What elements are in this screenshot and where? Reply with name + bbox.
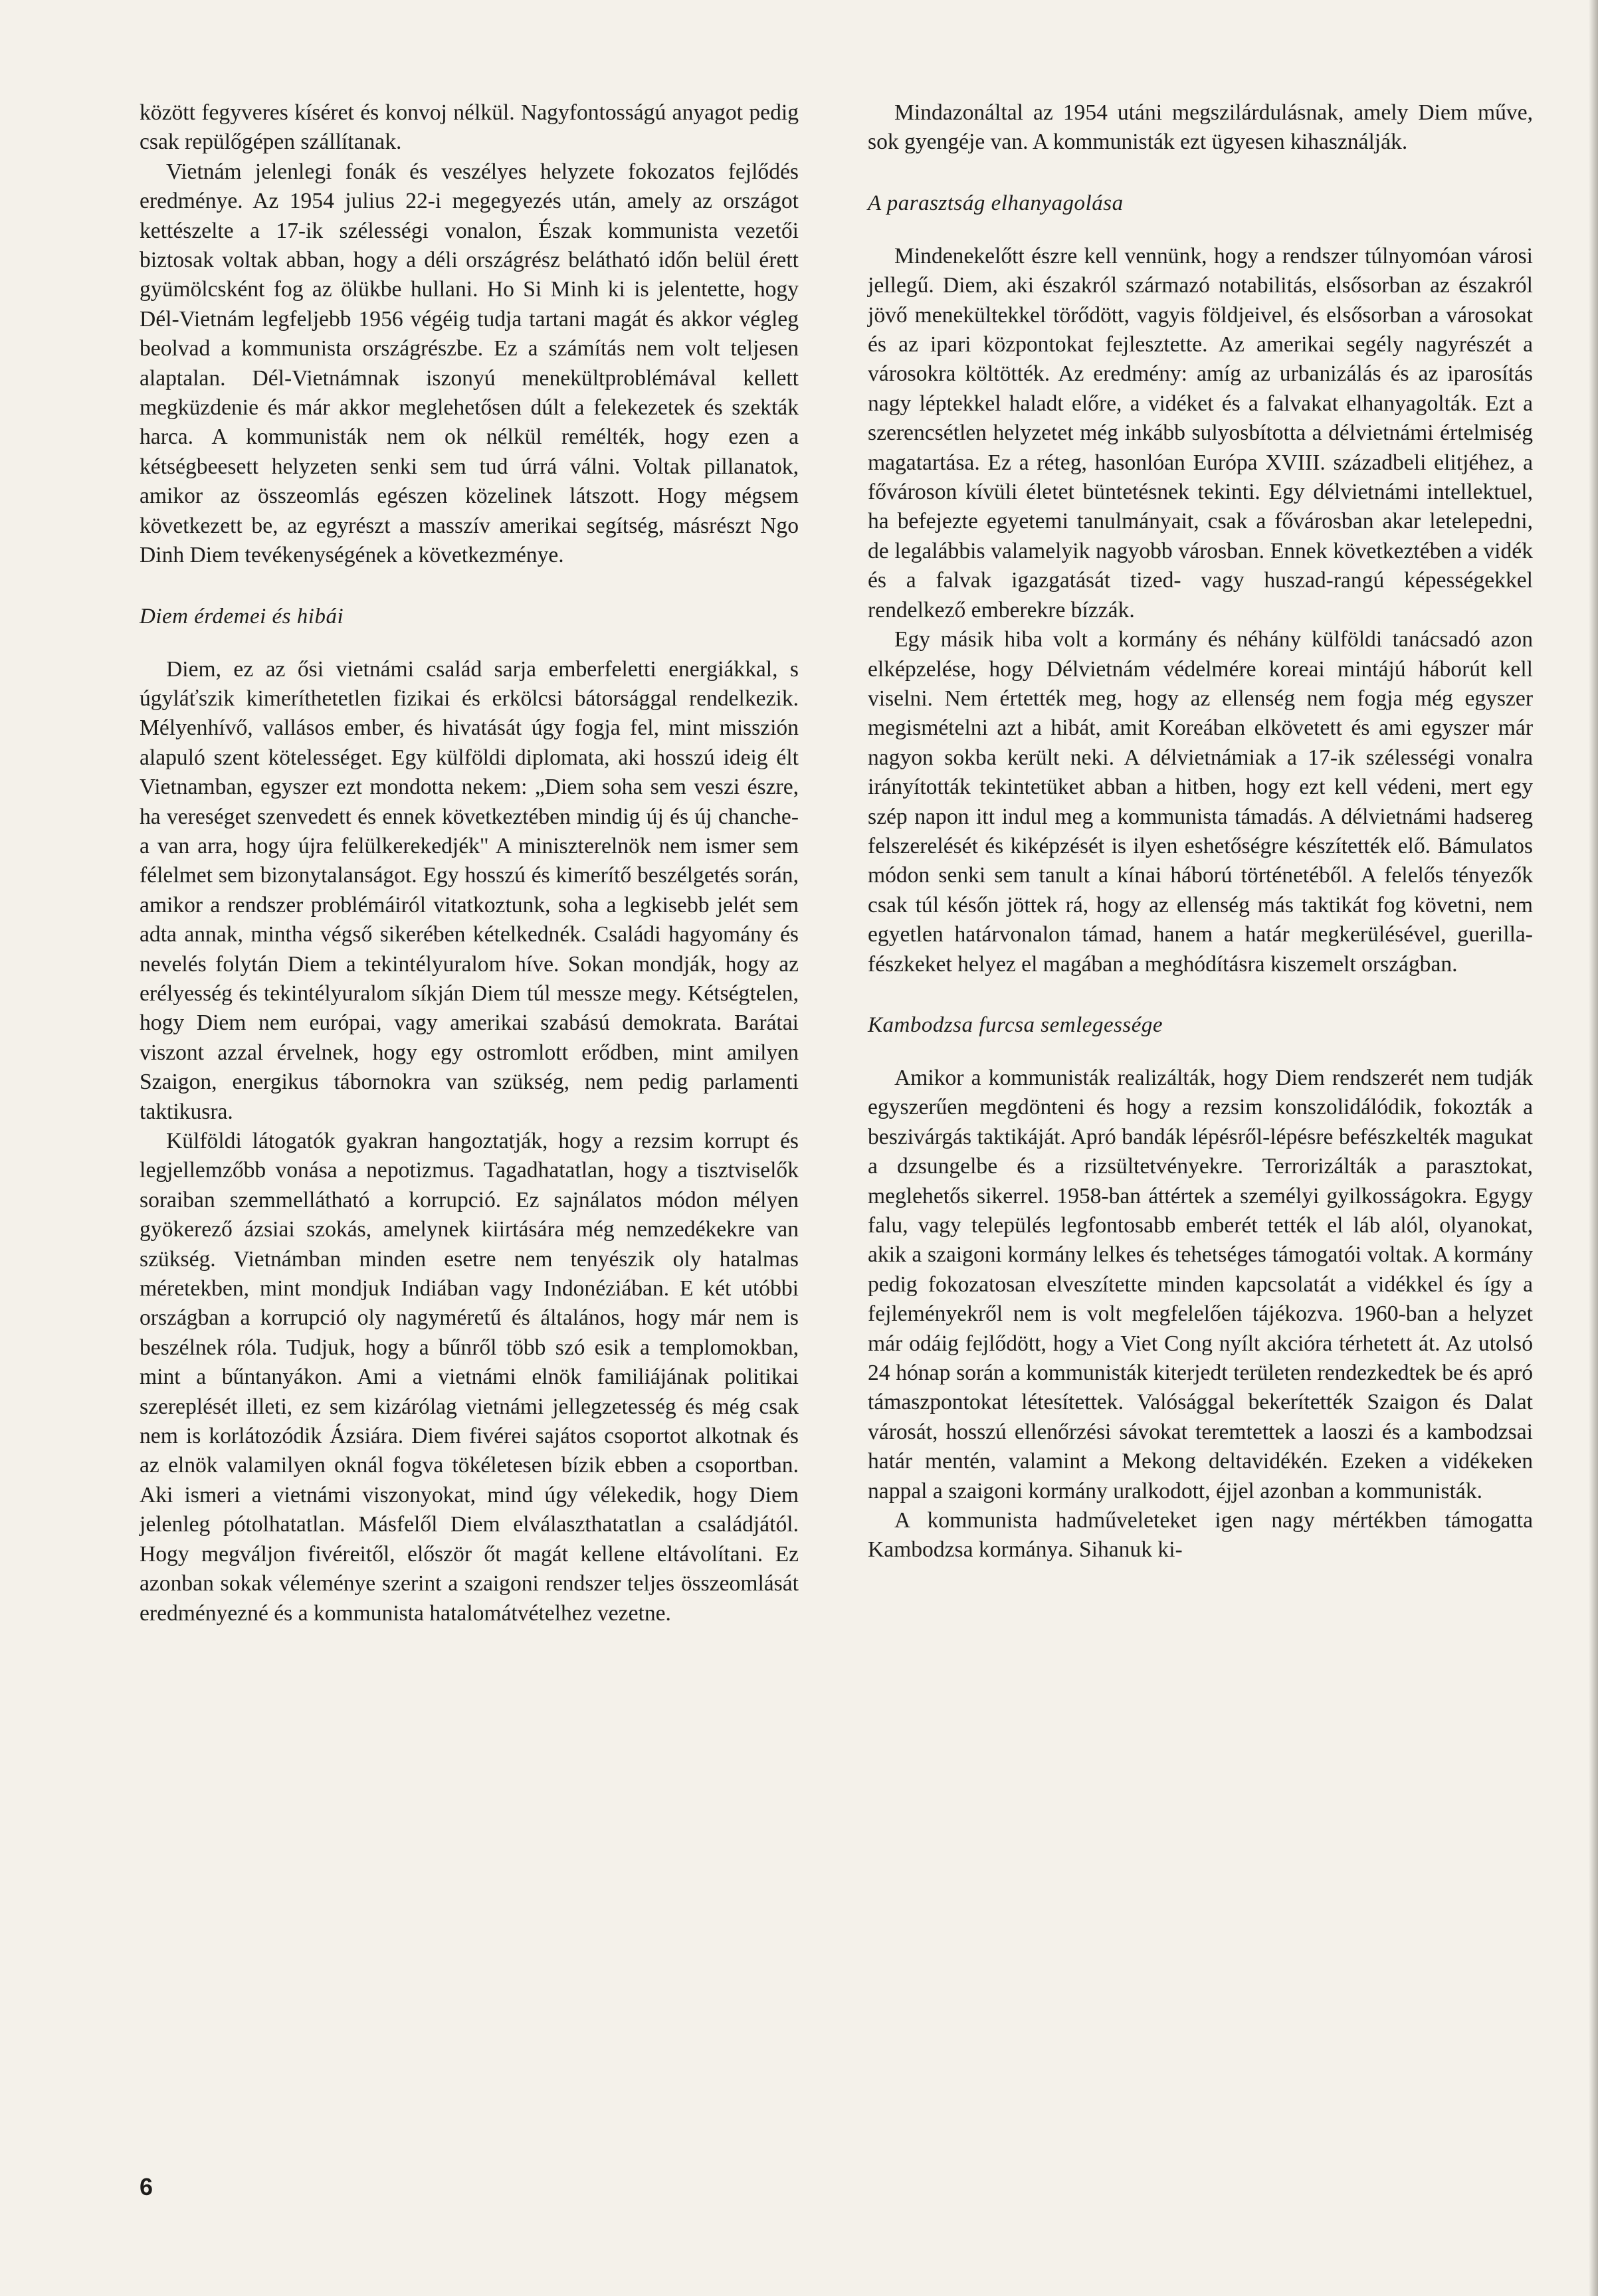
page-number: 6 bbox=[140, 2173, 153, 2200]
section-heading-cambodia: Kambodzsa furcsa semlegessége bbox=[868, 1012, 1163, 1037]
paragraph: között fegyveres kíséret és konvoj nélkül. Nagyfontosságú anyagot pedig csak repülőgépen szállítanak. bbox=[140, 100, 799, 155]
paragraph: Vietnám jelenlegi fonák és veszélyes helyzete fokozatos fejlődés eredménye. Az 1954 julius 22-i megegyezés után, amely az országot kettészelte a 17-ik szélességi vonalon, Észak kommunista vezetői biztosak voltak abban, hogy a déli országrész belátható időn belül érett gyümölcsként fog az ölükbe hullani. Ho Si Minh ki is jelentette, hogy Dél-Vietnám legfeljebb 1956 végéig tudja tartani magát és akkor végleg beolvad a kommunista országrészbe. Ez a számítás nem volt teljesen alaptalan. Dél-Vietnámnak iszonyú menekültproblémával kellett megküzdenie és már akkor meglehetősen dúlt a felekezetek és szekták harca. A kommunisták nem ok nélkül remélték, hogy ezen a kétségbeesett helyzeten senki sem tud úrrá válni. Voltak pillanatok, amikor az összeomlás egészen közelinek látszott. Hogy mégsem következett be, az egyrészt a masszív amerikai segítség, másrészt Ngo Dinh Diem tevékenységének a következménye. bbox=[140, 159, 799, 568]
right-column bbox=[868, 98, 1533, 1565]
paragraph: Mindenekelőtt észre kell vennünk, hogy a rendszer túlnyomóan városi jellegű. Diem, aki északról származó notabilitás, elsősorban az északról jövő menekültekkel törődött, vagyis földjeivel, és elsősorban a városokat és az ipari központokat fejlesztette. Az amerikai segély nagyrészét a városokra költötték. Az eredmény: amíg az urbanizálás és az iparosítás nagy léptekkel haladt előre, a vidéket és a falvakat elhanyagolták. Ezt a szerencsétlen helyzetet még inkább sulyosbította a délvietnámi értelmiség magatartása. Ez a réteg, hasonlóan Európa XVIII. századbeli elitjéhez, a fővároson kívüli életet büntetésnek tekinti. Egy délvietnámi intellektuel, ha befejezte egyetemi tanulmányait, csak a fővárosban akar letelepedni, de legalábbis valamelyik nagyobb városban. Ennek következtében a vidék és a falvak igazgatását tized- vagy huszad-rangú képességekkel rendelkező emberekre bízzák. bbox=[868, 243, 1533, 622]
paragraph: Mindazonáltal az 1954 utáni megszilárdulásnak, amely Diem műve, sok gyengéje van. A kommunisták ezt ügyesen kihasználják. bbox=[868, 100, 1533, 155]
paragraph: Amikor a kommunisták realizálták, hogy Diem rendszerét nem tudják egyszerűen megdönteni és hogy a rezsim konszolidálódik, fokozták a beszivárgás taktikáját. Apró bandák lépésről-lépésre befészkelték magukat a dzsungelbe és a rizsültetvényekre. Terrorizálták a parasztokat, meglehetős sikerrel. 1958-ban áttértek a személyi gyilkosságokra. Egygy falu, vagy település legfontosabb emberét tették el láb alól, olyanokat, akik a szaigoni kormány lelkes és tehetséges támogatói voltak. A kormány pedig fokozatosan elveszítette minden kapcsolatát a vidékkel és így a fejleményekről nem is volt megfelelően tájékozva. 1960-ban a helyzet már odáig fejlődött, hogy a Viet Cong nyílt akcióra térhetett át. Az utolsó 24 hónap során a kommunisták kiterjedt területen rendezkedtek be és apró támaszpontokat létesítettek. Valósággal bekerítették Szaigon és Dalat városát, hosszú ellenőrzési sávokat teremtettek a laoszi és a kambodzsai határ mentén, valamint a Mekong deltavidékén. Ezeken a vidékeken nappal a szaigoni kormány uralkodott, éjjel azonban a kommunisták. bbox=[868, 1065, 1533, 1503]
left-column bbox=[140, 98, 799, 1628]
page-edge-shadow bbox=[1589, 0, 1598, 2296]
paragraph: Külföldi látogatók gyakran hangoztatják, hogy a rezsim korrupt és legjellemzőbb vonása a nepotizmus. Tagadhatatlan, hogy a tisztviselők soraiban szemmellátható a korrupció. Ez sajnálatos módon mélyen gyökerező ázsiai szokás, amelynek kiirtására még nemzedékekre van szükség. Vietnámban minden esetre nem tenyészik oly hatalmas méretekben, mint mondjuk Indiában vagy Indonéziában. E két utóbbi országban a korrupció oly nagyméretű és általános, hogy már nem is beszélnek róla. Tudjuk, hogy a bűnről több szó esik a templomokban, mint a bűntanyákon. Ami a vietnámi elnök familiájának politikai szereplését illeti, ez sem kizárólag vietnámi jellegzetesség és még csak nem is korlátozódik Ázsiára. Diem fivérei sajátos csoportot alkotnak és az elnök valamilyen oknál fogva tökéletesen bízik ebben a csoportban. Aki ismeri a vietnámi viszonyokat, mind úgy vélekedik, hogy Diem jelenleg pótolhatatlan. Másfelől Diem elválaszthatatlan a családjától. Hogy megváljon fivéreitől, először őt magát kellene eltávolítani. Ez azonban sokak véleménye szerint a szaigoni rendszer teljes összeomlását eredményezné és a kommunista hatalomátvételhez vezetne. bbox=[140, 1129, 799, 1626]
section-heading-diem: Diem érdemei és hibái bbox=[140, 604, 344, 628]
section-heading-peasantry: A parasztság elhanyagolása bbox=[868, 191, 1124, 215]
paragraph: Egy másik hiba volt a kormány és néhány külföldi tanácsadó azon elképzelése, hogy Délvietnám védelmére koreai mintájú háborút kell viselni. Nem értették meg, hogy az ellenség nem fogja még egyszer megismételni azt a hibát, amit Koreában elkövetett és ami egyszer már nagyon sokba került neki. A délvietnámiak a 17-ik szélességi vonalra irányították tekintetüket abban a hitben, hogy ezt kell védeni, mert egy szép napon itt indul meg a kommunista támadás. A délvietnámi hadsereg felszerelését és kiképzését is ilyen eshetőségre készítették elő. Bámulatos módon senki sem tanult a kínai háború történetéből. A felelős tényezők csak túl későn jöttek rá, hogy az ellenség más taktikát fog követni, nem egyetlen határvonalon támad, hanem a határ megkerülésével, guerilla-fészkeket helyez el magában a meghódításra kiszemelt országban. bbox=[868, 627, 1533, 977]
paragraph: Diem, ez az ősi vietnámi család sarja emberfeletti energiákkal, s úgyláťszik kimeríthetetlen fizikai és erkölcsi bátorsággal rendelkezik. Mélyenhívő, vallásos ember, és hivatását úgy fogja fel, mint misszión alapuló szent kötelességet. Egy külföldi diplomata, aki hosszú ideig élt Vietnamban, egyszer ezt mondotta nekem: „Diem soha sem veszi észre, ha vereséget szenvedett és ennek következtében mindig új és új chanche-a van arra, hogy újra felülkerekedjék" A miniszterelnök nem ismer sem félelmet sem bizonytalanságot. Egy hosszú és kimerítő beszélgetés során, amikor a rendszer problémáiról vitatkoztunk, soha a legkisebb jelét sem adta annak, mintha végső sikerében kételkednék. Családi hagyomány és nevelés folytán Diem a tekintélyuralom híve. Sokan mondják, hogy az erélyesség és tekintélyuralom síkján Diem túl messze megy. Kétségtelen, hogy Diem nem európai, vagy amerikai szabású demokrata. Barátai viszont azzal érvelnek, hogy egy ostromlott erődben, mint amilyen Szaigon, energikus tábornokra van szükség, nem pedig parlamenti taktikusra. bbox=[140, 656, 799, 1124]
paragraph: A kommunista hadműveleteket igen nagy mértékben támogatta Kambodzsa kormánya. Sihanuk ki- bbox=[868, 1508, 1533, 1563]
